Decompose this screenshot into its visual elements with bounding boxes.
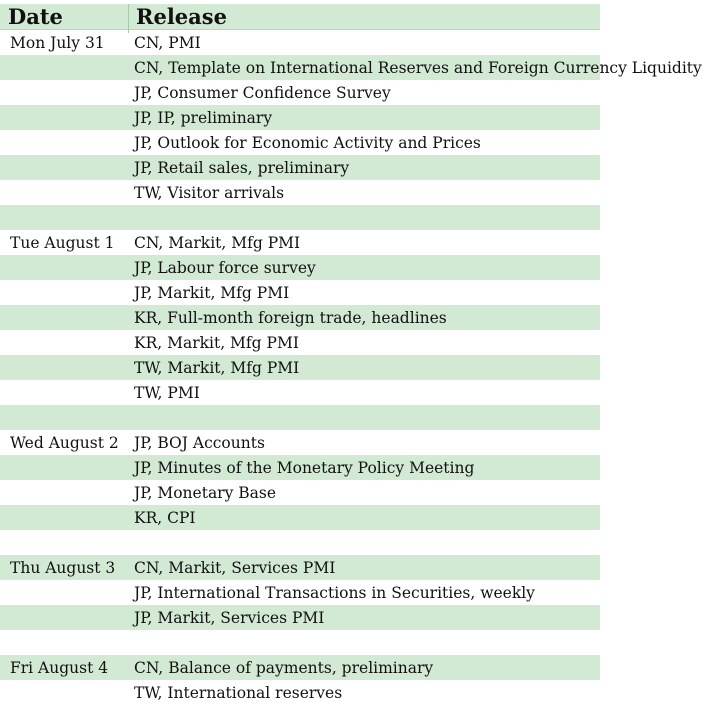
release-cell: TW, PMI xyxy=(134,383,200,402)
release-cell: JP, Minutes of the Monetary Policy Meeting xyxy=(134,458,475,477)
table-row xyxy=(0,505,600,530)
release-cell: JP, Markit, Mfg PMI xyxy=(134,283,290,302)
date-cell: Mon July 31 xyxy=(10,33,105,52)
table-row xyxy=(0,280,600,305)
release-cell: KR, Full-month foreign trade, headlines xyxy=(134,308,447,327)
table-row xyxy=(0,180,600,205)
table-row xyxy=(0,330,600,355)
release-cell: JP, Labour force survey xyxy=(134,258,316,277)
table-row xyxy=(0,155,600,180)
table-row xyxy=(0,480,600,505)
date-cell: Tue August 1 xyxy=(10,233,115,252)
table-row xyxy=(0,555,600,580)
table-row xyxy=(0,105,600,130)
release-cell: TW, Visitor arrivals xyxy=(134,183,285,202)
release-cell: JP, Retail sales, preliminary xyxy=(134,158,350,177)
release-cell: JP, IP, preliminary xyxy=(134,108,273,127)
table-row xyxy=(0,205,600,230)
table-row xyxy=(0,605,600,630)
date-cell: Thu August 3 xyxy=(10,558,116,577)
release-cell: JP, BOJ Accounts xyxy=(134,433,265,452)
release-cell: JP, Monetary Base xyxy=(134,483,277,502)
release-cell: JP, International Transactions in Securities, weekly xyxy=(134,583,535,602)
release-cell: KR, CPI xyxy=(134,508,196,527)
table-row xyxy=(0,305,600,330)
table-row xyxy=(0,455,600,480)
table-row xyxy=(0,430,600,455)
date-cell: Wed August 2 xyxy=(10,433,119,452)
release-cell: JP, Outlook for Economic Activity and Prices xyxy=(134,133,481,152)
table-row xyxy=(0,30,600,55)
release-calendar-table xyxy=(0,4,702,705)
table-row xyxy=(0,680,600,705)
table-row xyxy=(0,530,600,555)
release-cell: JP, Consumer Confidence Survey xyxy=(134,83,391,102)
table-row xyxy=(0,80,600,105)
release-cell: KR, Markit, Mfg PMI xyxy=(134,333,299,352)
table-row xyxy=(0,630,600,655)
release-cell: CN, Template on International Reserves and Foreign Currency Liquidity xyxy=(134,58,702,77)
date-column-header: Date xyxy=(8,4,63,29)
table-header xyxy=(0,4,600,30)
release-column-header: Release xyxy=(136,4,227,29)
table-row xyxy=(0,130,600,155)
table-row xyxy=(0,230,600,255)
release-cell: TW, Markit, Mfg PMI xyxy=(134,358,300,377)
release-cell: CN, Markit, Services PMI xyxy=(134,558,336,577)
table-row xyxy=(0,380,600,405)
table-row xyxy=(0,405,600,430)
table-row xyxy=(0,255,600,280)
release-cell: CN, PMI xyxy=(134,33,201,52)
table-body xyxy=(0,30,702,705)
release-cell: CN, Markit, Mfg PMI xyxy=(134,233,301,252)
release-cell: TW, International reserves xyxy=(134,683,343,702)
table-row xyxy=(0,55,702,80)
column-divider xyxy=(128,4,129,33)
date-cell: Fri August 4 xyxy=(10,658,109,677)
table-row xyxy=(0,580,600,605)
release-cell: CN, Balance of payments, preliminary xyxy=(134,658,434,677)
table-row xyxy=(0,655,600,680)
table-row xyxy=(0,355,600,380)
release-cell: JP, Markit, Services PMI xyxy=(134,608,325,627)
